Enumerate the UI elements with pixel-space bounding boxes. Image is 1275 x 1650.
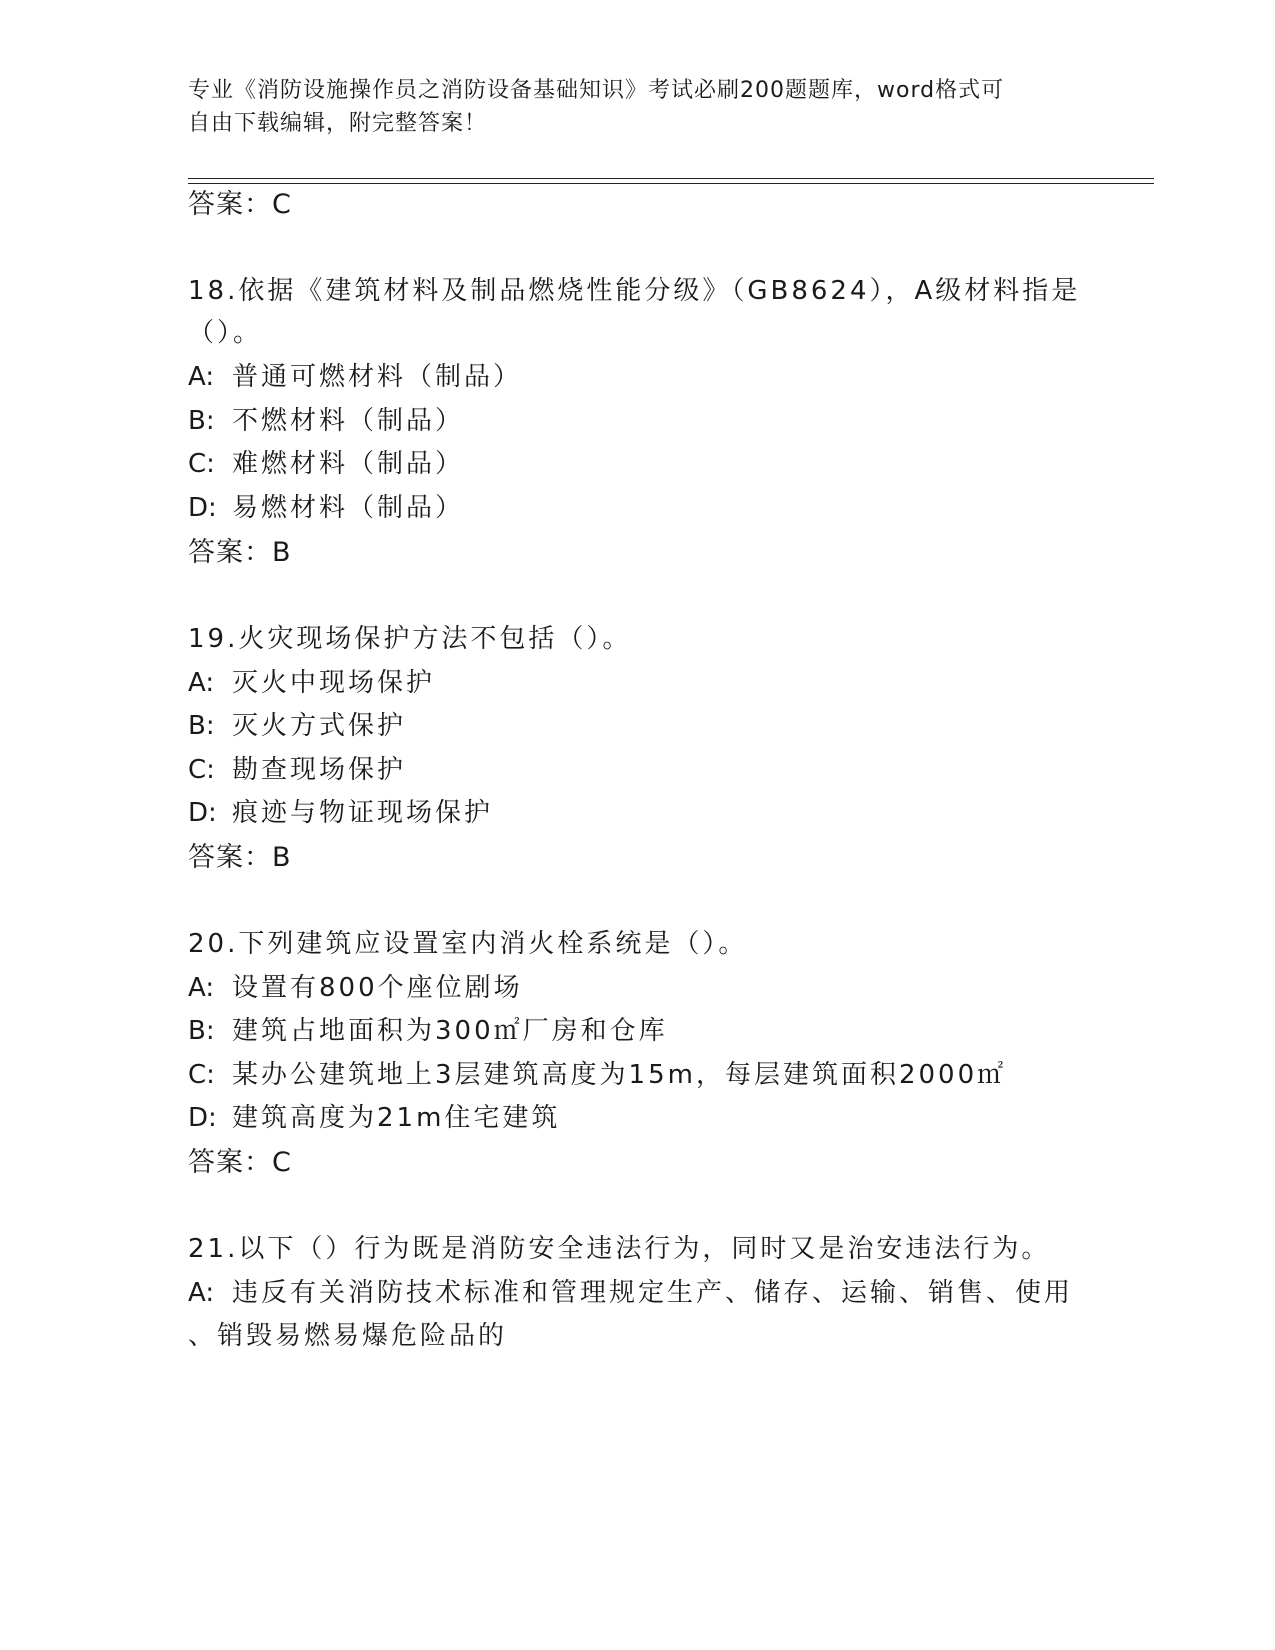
option-text: 设置有800个座位剧场 [232, 973, 523, 1003]
question-20-option-a [188, 973, 523, 1003]
option-text: 违反有关消防技术标准和管理规定生产、储存、运输、销售、使用 [232, 1278, 1074, 1308]
header-line-1: 专业《消防设施操作员之消防设备基础知识》考试必刷200题题库，word格式可 [188, 78, 1005, 103]
header-line-2: 自由下载编辑，附完整答案！ [188, 111, 488, 136]
answer-17: 答案：C [188, 189, 292, 220]
question-20-stem: 20.下列建筑应设置室内消火栓系统是（）。 [188, 929, 748, 959]
question-21-option-a-cont: 、销毁易燃易爆危险品的 [188, 1321, 508, 1351]
option-label: B: [188, 406, 215, 436]
option-label: A: [188, 1278, 215, 1308]
question-18-option-d [188, 493, 464, 523]
question-20-option-b [188, 1016, 668, 1046]
option-text: 灭火中现场保护 [232, 668, 436, 698]
question-18-stem-cont: （）。 [188, 318, 263, 348]
option-text: 不燃材料（制品） [232, 406, 465, 436]
option-text: 普通可燃材料（制品） [232, 362, 523, 392]
option-label: B: [188, 1016, 215, 1046]
option-label: A: [188, 973, 215, 1003]
answer-19: 答案：B [188, 842, 292, 873]
option-label: C: [188, 449, 215, 479]
option-label: C: [188, 1060, 215, 1090]
option-label: C: [188, 755, 215, 785]
document-header [188, 74, 1068, 140]
question-18-option-b [188, 406, 464, 436]
option-label: A: [188, 362, 215, 392]
option-text: 建筑高度为21m住宅建筑 [232, 1103, 561, 1133]
question-21-option-a [188, 1278, 1073, 1308]
question-19-stem: 19.火灾现场保护方法不包括（）。 [188, 624, 632, 654]
question-19-option-d [188, 798, 493, 828]
question-20-option-d [188, 1103, 560, 1133]
header-divider-top [188, 178, 1154, 179]
option-text: 灭火方式保护 [232, 711, 407, 741]
option-text: 痕迹与物证现场保护 [232, 798, 494, 828]
option-text: 勘查现场保护 [232, 755, 407, 785]
answer-20: 答案：C [188, 1147, 292, 1178]
option-text: 难燃材料（制品） [232, 449, 465, 479]
question-18-option-c [188, 449, 464, 479]
question-19-option-b [188, 711, 406, 741]
option-label: D: [188, 798, 217, 828]
option-label: B: [188, 711, 215, 741]
question-19-option-c [188, 755, 406, 785]
option-text: 某办公建筑地上3层建筑高度为15m，每层建筑面积2000㎡ [232, 1060, 1007, 1090]
question-20-option-c [188, 1060, 1006, 1090]
option-text: 建筑占地面积为300㎡厂房和仓库 [232, 1016, 668, 1046]
question-21-stem: 21.以下（）行为既是消防安全违法行为，同时又是治安违法行为。 [188, 1234, 1051, 1264]
header-divider-bottom [188, 183, 1154, 184]
option-label: A: [188, 668, 215, 698]
question-19-option-a [188, 668, 435, 698]
option-text: 易燃材料（制品） [232, 493, 465, 523]
question-18-option-a [188, 362, 522, 392]
answer-18: 答案：B [188, 537, 292, 568]
question-18-stem: 18.依据《建筑材料及制品燃烧性能分级》（GB8624），A级材料指是 [188, 276, 1081, 306]
option-label: D: [188, 1103, 217, 1133]
option-label: D: [188, 493, 217, 523]
